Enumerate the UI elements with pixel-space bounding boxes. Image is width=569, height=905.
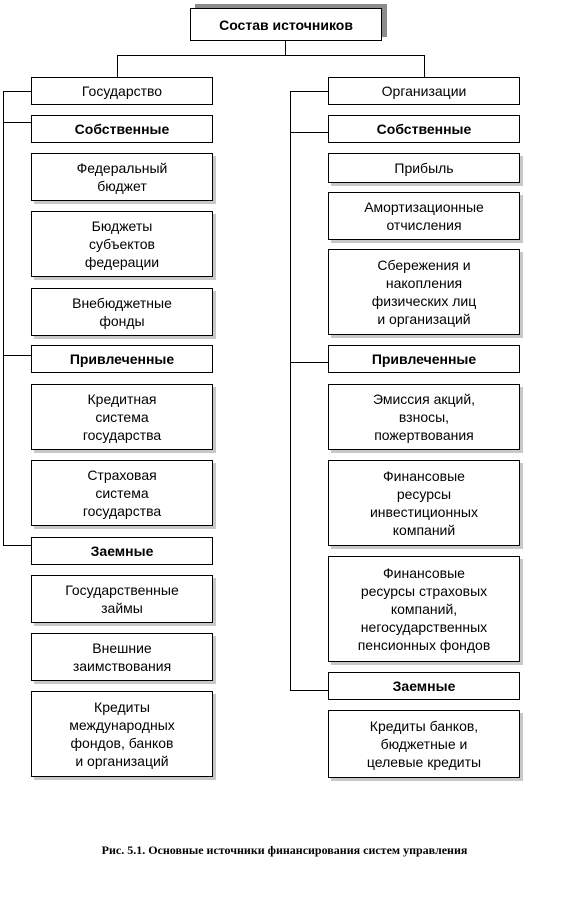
right-item-profit: Прибыль [328, 153, 520, 183]
root-node: Состав источников [190, 8, 382, 41]
left-item-external-borrowing: Внешние заимствования [31, 633, 213, 681]
left-item-insurance-system: Страховая система государства [31, 460, 213, 526]
root-stem-line [285, 41, 286, 55]
left-branch-drop-line [117, 55, 118, 77]
figure-caption: Рис. 5.1. Основные источники финансирования систем управления [101, 843, 468, 857]
left-group-borrowed: Заемные [31, 537, 213, 565]
right-group-attracted: Привлеченные [328, 345, 520, 373]
right-group-borrowed: Заемные [328, 672, 520, 700]
right-item-savings: Сбережения и накопления физических лиц и организаций [328, 249, 520, 335]
left-connector-header [3, 91, 31, 92]
right-connector-own [290, 132, 328, 133]
left-connector-own [3, 122, 31, 123]
right-connector-borrowed [290, 690, 328, 691]
left-header-state: Государство [31, 77, 213, 105]
right-group-own: Собственные [328, 115, 520, 143]
left-connector-borrowed [3, 545, 31, 546]
left-item-state-loans: Государственные займы [31, 575, 213, 623]
right-item-depreciation: Амортизационные отчисления [328, 192, 520, 240]
left-spine-line [3, 91, 4, 545]
left-item-credit-system: Кредитная система государства [31, 384, 213, 450]
right-branch-drop-line [424, 55, 425, 77]
left-item-international-credits: Кредиты международных фондов, банков и организаций [31, 691, 213, 777]
right-header-organizations: Организации [328, 77, 520, 105]
left-item-extrabudgetary-funds: Внебюджетные фонды [31, 288, 213, 336]
left-group-attracted: Привлеченные [31, 345, 213, 373]
right-connector-attracted [290, 362, 328, 363]
right-connector-header [290, 91, 328, 92]
right-item-share-issue: Эмиссия акций, взносы, пожертвования [328, 384, 520, 450]
right-spine-line [290, 91, 291, 690]
branch-horizontal-line [117, 55, 425, 56]
right-item-investment-resources: Финансовые ресурсы инвестиционных компаний [328, 460, 520, 546]
left-item-regional-budgets: Бюджеты субъектов федерации [31, 211, 213, 277]
right-item-insurance-pension-resources: Финансовые ресурсы страховых компаний, негосударственных пенсионных фондов [328, 556, 520, 662]
left-connector-attracted [3, 355, 31, 356]
left-item-federal-budget: Федеральный бюджет [31, 153, 213, 201]
left-group-own: Собственные [31, 115, 213, 143]
right-item-bank-credits: Кредиты банков, бюджетные и целевые кредиты [328, 710, 520, 778]
